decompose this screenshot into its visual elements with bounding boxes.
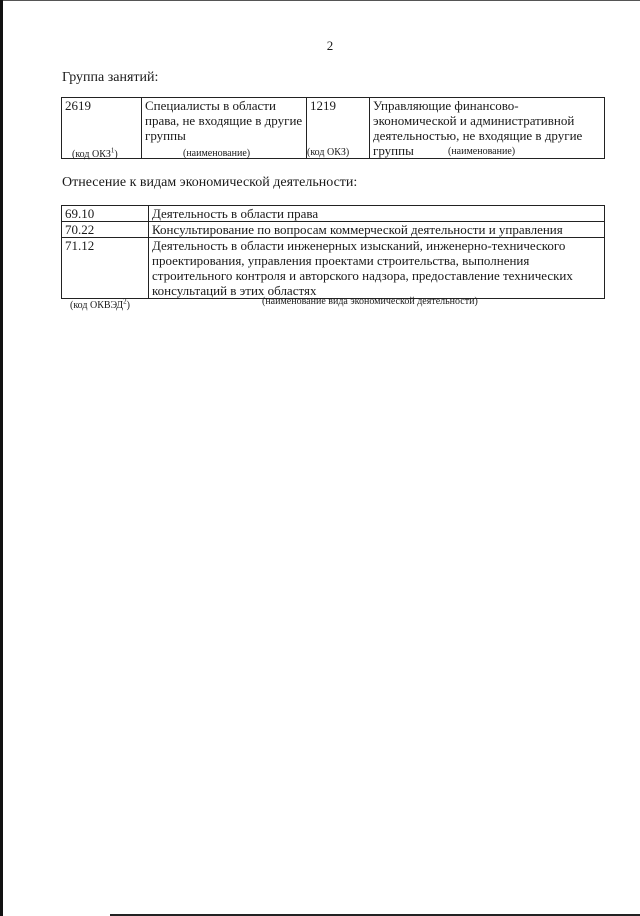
okz-code-cell-2: 1219: [307, 98, 370, 159]
okz-name-caption: (наименование): [183, 148, 251, 159]
okved-code-caption: (код ОКВЭД$^2$): [70, 297, 130, 311]
okz-code-caption: (код ОКЗ$^1$): [72, 146, 118, 160]
okved-name-cell: Деятельность в области права: [149, 206, 605, 222]
okz-code-cell: 2619: [62, 98, 142, 159]
okved-code-cell: 71.12: [62, 238, 149, 299]
okved-name-caption: (наименование вида экономической деятельности): [262, 296, 478, 307]
okved-code-cell: 70.22: [62, 222, 149, 238]
okz-name-cell: Специалисты в области права, не входящие в другие группы: [142, 98, 307, 159]
footnote-ref: 2: [123, 297, 127, 306]
okved-code-cell: 69.10: [62, 206, 149, 222]
table-row: [62, 222, 605, 238]
scan-edge-top: [0, 0, 640, 1]
okz-name2-caption: (наименование): [448, 146, 516, 157]
economic-activity-title: Отнесение к видам экономической деятельности:: [62, 175, 358, 190]
table-row: [62, 206, 605, 222]
okz-code2-caption: (код ОКЗ): [307, 147, 350, 158]
footnote-ref: 1: [110, 146, 115, 155]
okz-name-cell-2: Управляющие финансово-экономической и административной деятельностью, не входящие в другие группы: [370, 98, 605, 159]
economic-activity-table: [61, 205, 605, 299]
okved-name-cell: Деятельность в области инженерных изысканий, инженерно-технического проектирования, управления проектами строительства, выполнения строительного контроля и авторского надзора, предоставление технических консультаций в этих областях: [149, 238, 605, 299]
occupation-group-title: Группа занятий:: [62, 70, 159, 85]
page-number: 2: [326, 38, 334, 53]
scan-edge-left: [0, 0, 3, 916]
okved-name-cell: Консультирование по вопросам коммерческой деятельности и управления: [149, 222, 605, 238]
table-row: [62, 238, 605, 299]
